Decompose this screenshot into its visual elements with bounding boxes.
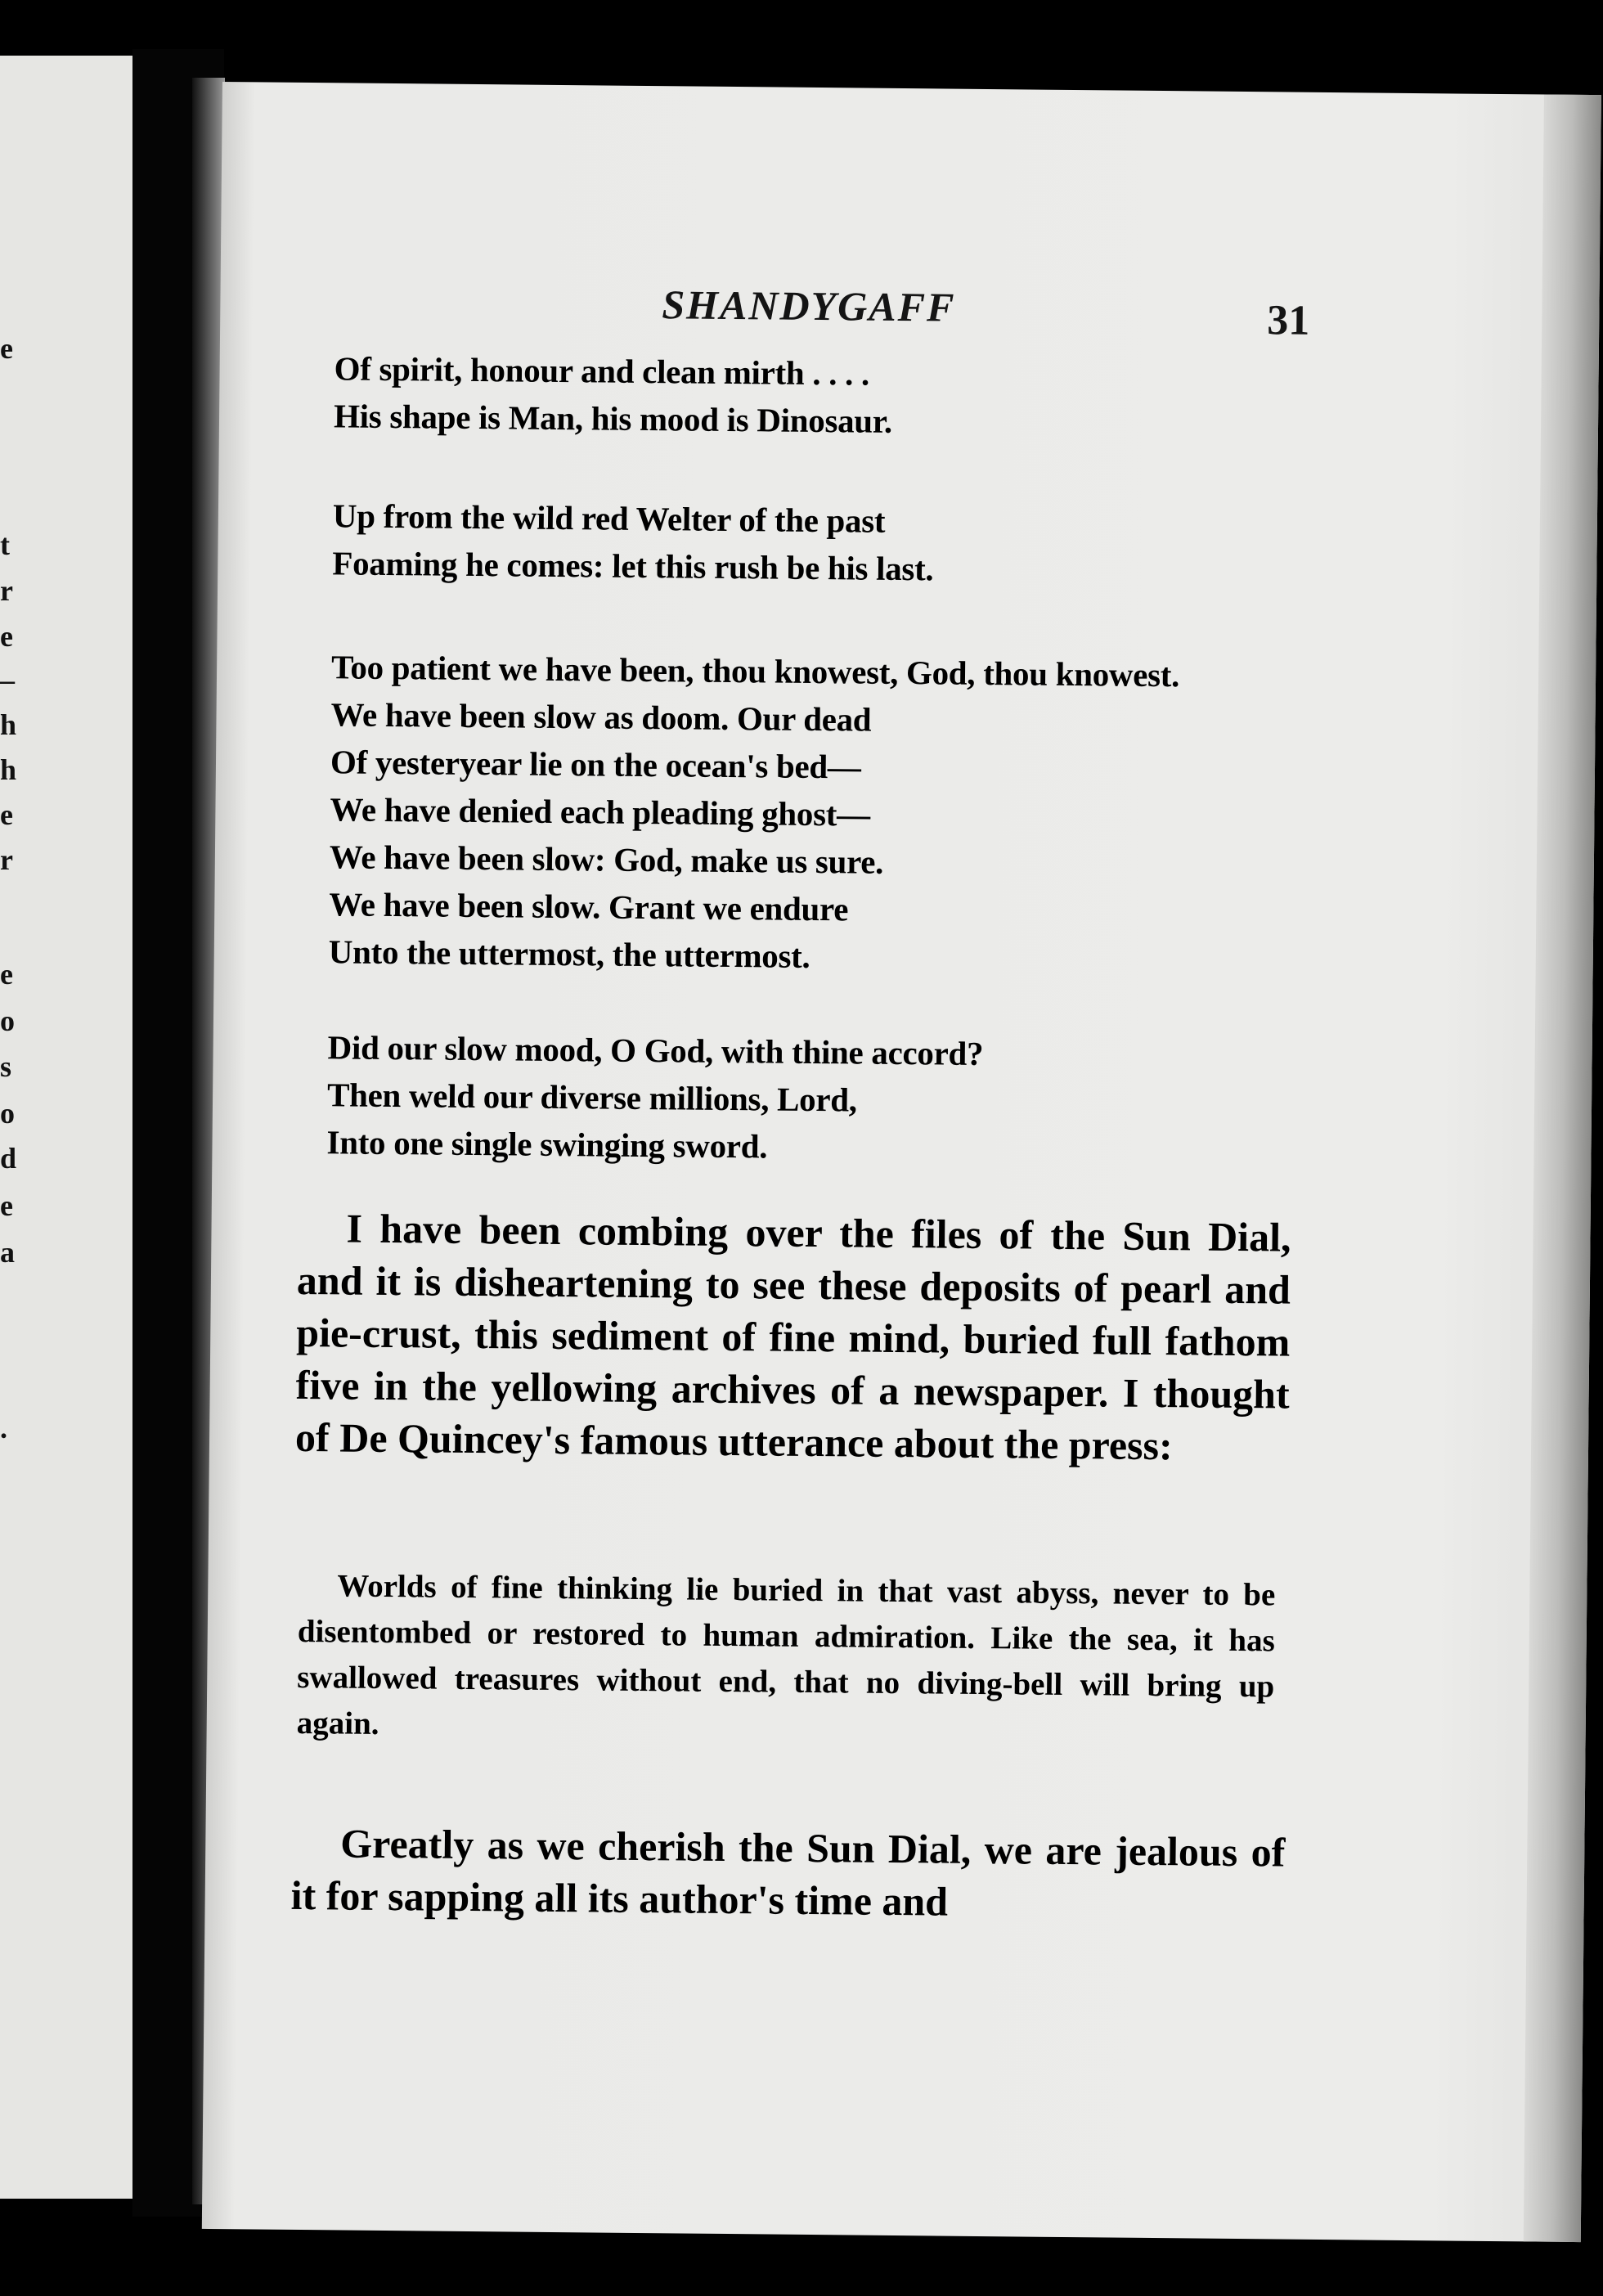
- verse-line: We have been slow as doom. Our dead: [330, 695, 872, 739]
- left-page-glyph: r: [0, 574, 13, 607]
- verse-line: We have been slow. Grant we endure: [329, 885, 849, 928]
- verse-line: Into one single swinging sword.: [326, 1123, 768, 1166]
- verse-line: Unto the uttermost, the uttermost.: [328, 932, 810, 975]
- book-page: [202, 82, 1601, 2242]
- left-page-glyph: d: [0, 1142, 17, 1175]
- verse-line: Did our slow mood, O God, with thine accord?: [327, 1028, 984, 1072]
- verse-line: Foaming he comes: let this rush be his last.: [332, 544, 934, 588]
- verse-line: Then weld our diverse millions, Lord,: [326, 1076, 857, 1119]
- left-page-glyph: e: [0, 332, 13, 365]
- verse-stanza: [326, 1023, 983, 1172]
- left-page-glyph: s: [0, 1050, 12, 1083]
- left-page-glyph: a: [0, 1236, 15, 1269]
- verse-line: Too patient we have been, thou knowest, God, thou knowest.: [330, 648, 1180, 694]
- page-number: 31: [1266, 297, 1310, 344]
- page-edge: [1524, 95, 1601, 2243]
- left-page-glyph: .: [0, 1412, 7, 1445]
- left-page-glyph: e: [0, 798, 13, 831]
- verse-stanza: [332, 492, 934, 592]
- verse-stanza: [329, 643, 1180, 983]
- left-page-glyph: o: [0, 1004, 15, 1037]
- running-head: SHANDYGAFF: [662, 281, 956, 330]
- left-page-glyph: –: [0, 663, 15, 696]
- left-page-glyph: e: [0, 620, 13, 653]
- verse-line: We have denied each pleading ghost—: [330, 790, 871, 833]
- left-page-glyph: t: [0, 528, 10, 561]
- left-page-glyph: h: [0, 708, 17, 741]
- left-page-glyph: o: [0, 1097, 15, 1130]
- left-page-glyph: e: [0, 958, 13, 991]
- body-paragraph: Greatly as we cherish the Sun Dial, we are jealous of it for sapping all its author's time and: [290, 1820, 1286, 1925]
- left-page-glyph: h: [0, 753, 17, 786]
- verse-line: We have been slow: God, make us sure.: [329, 838, 884, 881]
- verse-stanza: [334, 344, 893, 445]
- verse-line: Of yesteryear lie on the ocean's bed—: [330, 743, 861, 786]
- verse-line: Up from the wild red Welter of the past: [332, 496, 886, 540]
- body-paragraph: I have been combing over the files of the Sun Dial, and it is disheartening to see these deposits of pearl and pie-crust, this sediment of fine mind, buried full fathom five in the yellowing archives of a newspaper. I thought of De Quincey's famous utterance about the press:: [294, 1205, 1291, 1469]
- left-page-glyph: r: [0, 843, 13, 876]
- left-page-glyph: e: [0, 1189, 13, 1222]
- left-page-fragment: [0, 56, 132, 2199]
- verse-line: Of spirit, honour and clean mirth . . . .: [334, 349, 870, 393]
- verse-line: His shape is Man, his mood is Dinosaur.: [333, 397, 893, 440]
- block-quotation: Worlds of fine thinking lie buried in that vast abyss, never to be disentombed or restored to human admiration. Like the sea, it has swallowed treasures without end, that no diving-bell will bring up again.: [296, 1568, 1276, 1741]
